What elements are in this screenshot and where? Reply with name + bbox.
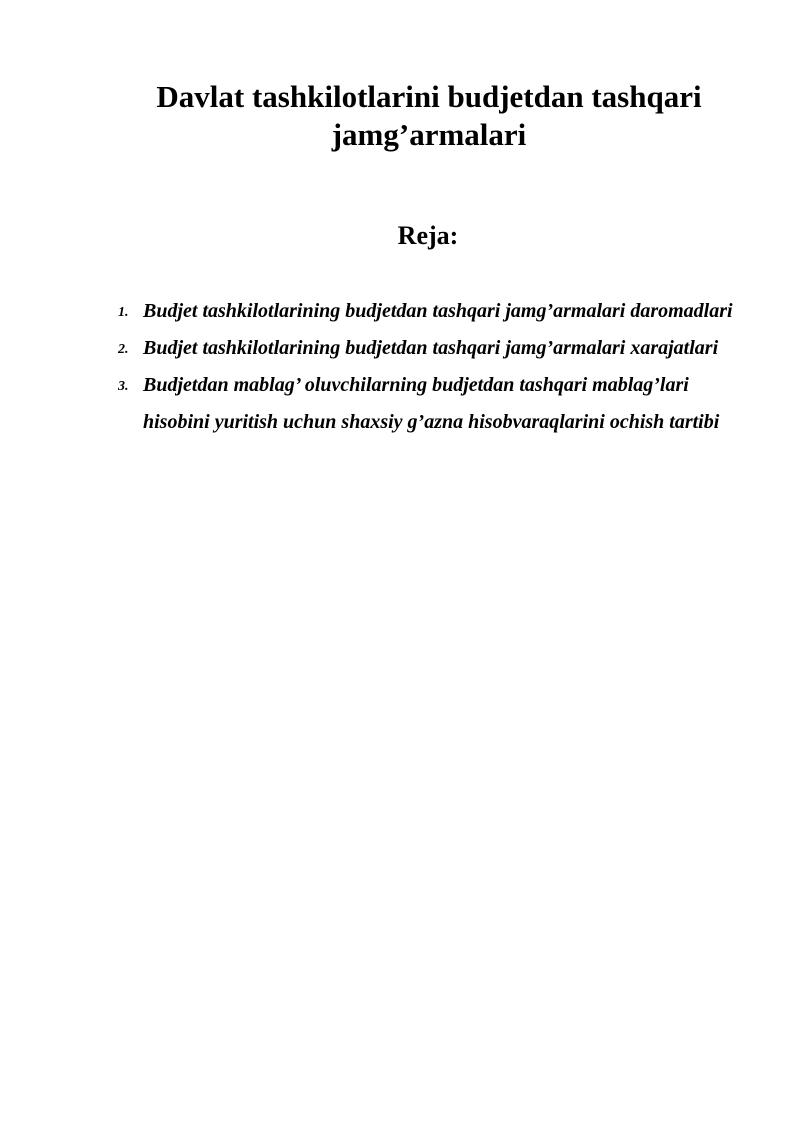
plan-item-3 xyxy=(0,367,800,441)
plan-item-number: 1. xyxy=(118,305,129,320)
plan-list xyxy=(0,293,800,441)
plan-item-number: 3. xyxy=(118,379,129,394)
plan-item-text: Budjet tashkilotlarining budjetdan tashqari jamg’armalari daromadlari xyxy=(143,300,733,322)
plan-item-number: 2. xyxy=(118,342,129,357)
plan-item-text: Budjetdan mablag’ oluvchilarning budjetdan tashqari mablag’lari hisobini yuritish uchun shaxsiy g’azna hisobvaraqlarini ochish tartibi xyxy=(143,374,720,433)
document-title: Davlat tashkilotlarini budjetdan tashqari jamg’armalari xyxy=(156,79,702,152)
plan-item-2 xyxy=(0,330,800,367)
plan-heading: Reja: xyxy=(397,221,459,250)
plan-item-text: Budjet tashkilotlarining budjetdan tashqari jamg’armalari xarajatlari xyxy=(143,337,719,359)
plan-item-1 xyxy=(0,293,800,330)
